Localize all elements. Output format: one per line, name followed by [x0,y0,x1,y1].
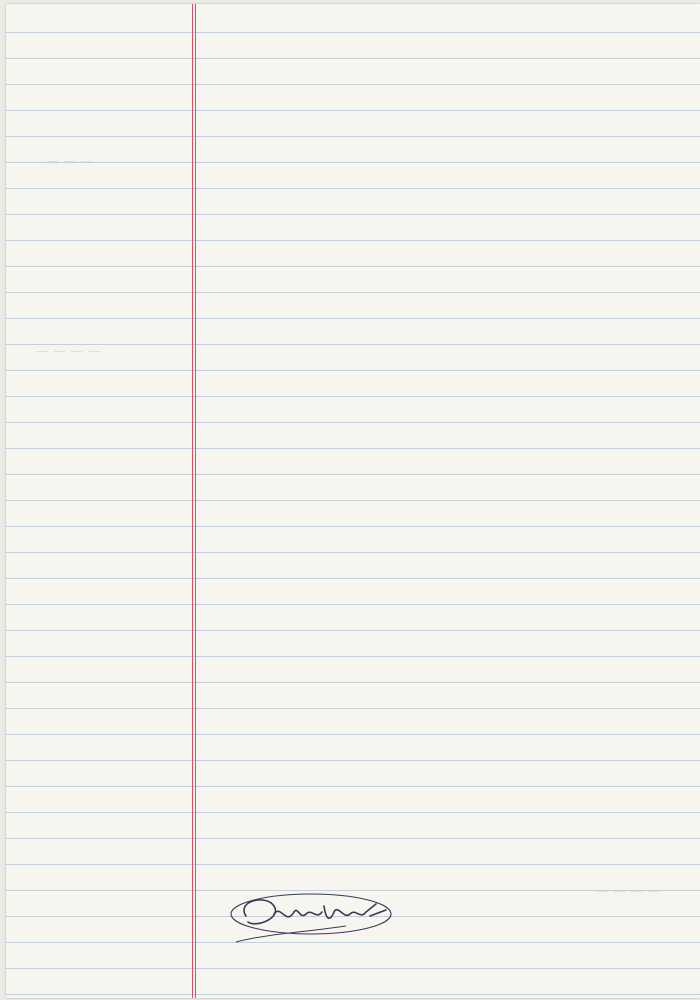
bleed-through: — — — [46,154,94,169]
signature [226,886,406,956]
margin-rule [195,4,196,998]
margin-rule [192,4,193,998]
bleed-through: — — — — [596,884,661,899]
bleed-through: — — — — [36,344,101,359]
ledger-page [6,4,700,998]
income-heading [196,240,690,266]
signature-scribble [226,886,406,956]
